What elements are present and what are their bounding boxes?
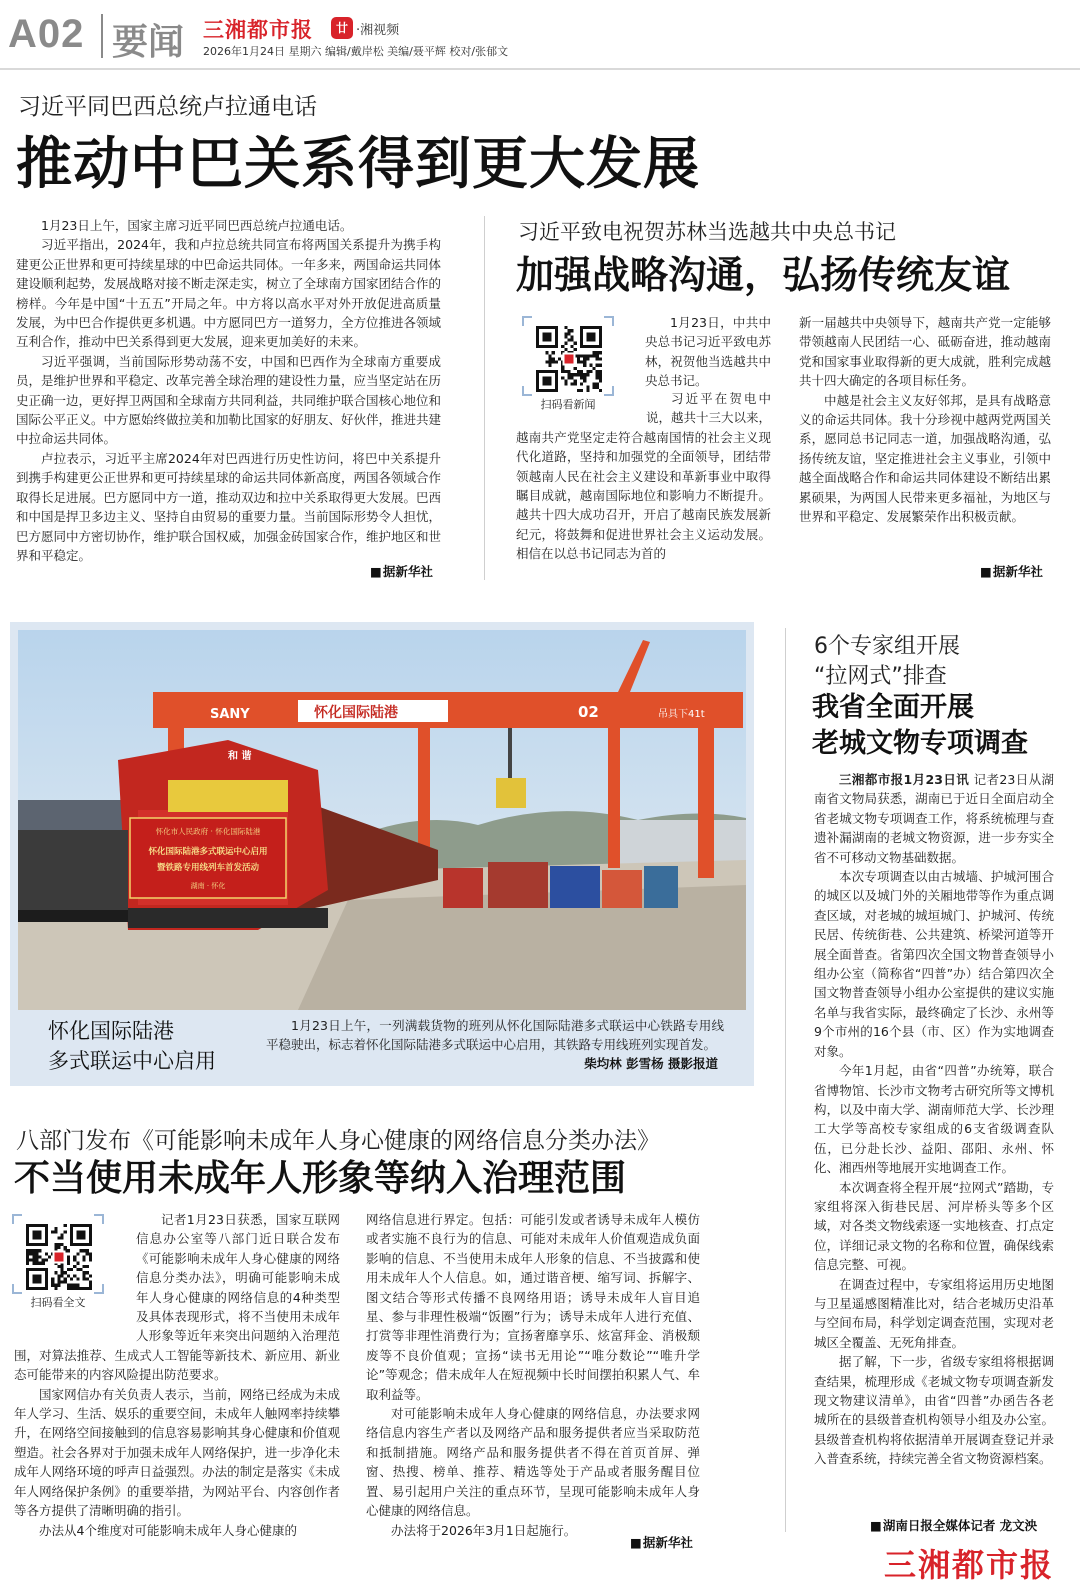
banner-top: 怀化市人民政府 · 怀化国际陆港 <box>155 827 261 836</box>
photo-caption-title-line: 怀化国际陆港 <box>48 1019 174 1043</box>
story4-body-col2 <box>366 1210 700 1540</box>
story2-kicker: 习近平致电祝贺苏林当选越共中央总书记 <box>518 220 896 244</box>
page-header <box>0 0 1080 68</box>
story1-paragraph: 习近平强调，当前国际形势动荡不安，中国和巴西作为全球南方重要成员，是维护世界和平稳定、改革完善全球治理的建设性力量，应当坚定站在历史正确一边，更好捍卫两国和全球南方共同利益，共同维护联合国核心地位和国际公平正义。中方愿始终做拉美和加勒比国家的好朋友、好伙伴，推进共建中拉命运共同体。 <box>16 353 441 447</box>
banner-line1: 怀化国际陆港多式联运中心启用 <box>148 847 268 857</box>
qr-frame-corner <box>604 316 614 326</box>
story2-paragraph: 习近平在贺电中说，越共十三大以来，越南共产党坚定走符合越南国情的社会主义现代化道路，坚持和加强党的全面领导，团结带领越南人民在社会主义建设和革新事业中取得瞩目成就，越南国际地位和影响力不断提升。越共十四大成功召开，开启了越南民族发展新纪元，将鼓舞和促进世界社会主义运动发展。相信在以总书记同志为首的 <box>516 391 771 562</box>
qr-caption: 扫码看新闻 <box>540 398 596 411</box>
story3-kicker <box>814 632 960 692</box>
story3-dateline: 三湘都市报1月23日讯 <box>839 772 970 787</box>
banner-bottom: 湖南 · 怀化 <box>190 882 226 890</box>
header-rule <box>0 68 1080 70</box>
crane-number: 02 <box>578 703 599 721</box>
issue-meta: 2026年1月24日 星期六 编辑/戴岸松 美编/聂平辉 校对/张郁文 <box>203 45 509 58</box>
story3-headline <box>812 690 1028 762</box>
column-rule <box>484 216 485 580</box>
story4-headline: 不当使用未成年人形象等纳入治理范围 <box>14 1158 627 1199</box>
story1-paragraph: 卢拉表示，习近平主席2024年对巴西进行历史性访问，将巴中关系提升到携手构建更公正世界和更可持续星球的命运共同体新高度，两国各领域合作取得长足进展。巴方愿同中方一道，推动双边和拉中关系取得更大发展。巴西和中国是捍卫多边主义、坚持自由贸易的重要力量。当前国际形势令人担忧，巴方愿同中方密切协作，维护联合国权威，加强金砖国家合作，维护地区和世界和平稳定。 <box>16 450 441 563</box>
story2-paragraph: 1月23日，中共中央总书记习近平致电苏林，祝贺他当选越共中央总书记。 <box>645 315 771 389</box>
story2-headline: 加强战略沟通，弘扬传统友谊 <box>516 253 1011 297</box>
crane-brand: SANY <box>210 707 250 722</box>
story3-paragraph: 本次专项调查以由古城墙、护城河围合的城区以及城门外的关厢地带等作为重点调查区域，对老城的城垣城门、护城河、传统民居、传统街巷、公共建筑、桥梁河道等开展全面普查。省第四次全国文物普查领导小组办公室（简称省“四普”办）结合第四次全国文物普查领导小组办公室提供的建议实施名单与我省实际，最终确定了长沙、永州等9个市州的16个县（市、区）作为实地调查对象。 <box>814 869 1054 1059</box>
story4-paragraph: 网络信息进行界定。包括：可能引发或者诱导未成年人模仿或者实施不良行为的信息、可能对未成年人价值观造成负面影响的信息、不当使用未成年人形象的信息、不当披露和使用未成年人个人信息。如，通过谐音梗、缩写词、拆解字、图文结合等形式传播不良网络用语；诱导未成年人盲目追星、参与非理性极端“饭圈”行为；诱导未成年人进行充值、打赏等非理性消费行为；宣扬奢靡享乐、炫富拜金、消极颓废等不良价值观；宣扬“读书无用论”“唯分数论”“唯升学论”等观念；借未成年人在短视频中长时间摆拍积累人气、牟取利益等。 <box>366 1212 700 1402</box>
story2-paragraph: 新一届越共中央领导下，越南共产党一定能够带领越南人民团结一心、砥砺奋进，推动越南党和国家事业取得新的更大成就，胜利完成越共十四大确定的各项目标任务。 <box>799 315 1051 389</box>
story3-paragraph: 今年1月起，由省“四普”办统筹，联合省博物馆、长沙市文物考古研究所等文博机构，以及中南大学、湖南师范大学、长沙理工大学等高校专家组成的6支省级调查队伍，已分赴长沙、益阳、邵阳、永州、怀化、湘西州等地展开实地调查工作。 <box>814 1063 1054 1176</box>
story1-body <box>16 216 441 578</box>
story3-paragraph: 本次调查将全程开展“拉网式”踏勘，专家组将深入街巷民居、河岸桥头等多个区域，对各类文物线索逐一实地核查、打点定位，详细记录文物的名称和位置，确保线索信息完整、可视。 <box>814 1179 1054 1273</box>
story3-kicker-line: 6个专家组开展 <box>814 634 960 659</box>
qr-text-wrap <box>14 1210 136 1328</box>
story3-paragraph <box>814 770 1054 867</box>
story1-paragraph: 习近平指出，2024年，我和卢拉总统共同宣布将两国关系提升为携手构建更公正世界和更可持续星球的中巴命运共同体。一年多来，两国命运共同体建设顺利起势，发展战略对接不断走深走实，树立了全球南方国家团结合作的榜样。今年是中国“十五五”开局之年。中方将以高水平对外开放促进高质量发展，为中巴合作提供更多机遇。中方愿同巴方一道努力，全方位推进各领域互利合作，推动中巴关系得到更大发展，迎来更加美好的未来。 <box>16 237 441 350</box>
qr-caption: 扫码看全文 <box>30 1296 86 1309</box>
story4-source: ■ 据新华社 <box>630 1533 693 1551</box>
header-divider <box>101 14 103 58</box>
photo-credit: 柴均林 彭雪杨 摄影报道 <box>584 1056 718 1071</box>
photo-caption-title <box>48 1016 216 1076</box>
video-app-icon: 廿 <box>331 17 353 39</box>
footer-logo: 三湘都市报 <box>884 1546 1055 1584</box>
story3-body <box>814 770 1054 1510</box>
news-photo-frame <box>10 622 754 1086</box>
story3-source: ■ 湖南日报全媒体记者 龙文泱 <box>870 1516 1037 1534</box>
story4-paragraph: 记者1月23日获悉，国家互联网信息办公室等八部门近日联合发布《可能影响未成年人身心健康的网络信息分类办法》，明确可能影响未成年人身心健康的网络信息的4种类型及具体表现形式，将不当使用未成年人形象等近年来突出问题纳入治理范围，对算法推荐、生成式人工智能等新技术、新应用、新业态可能带来的内容风险提出防范要求。 <box>14 1212 340 1383</box>
newspaper-logo: 三湘都市报 <box>203 18 313 42</box>
story3-headline-line: 老城文物专项调查 <box>812 728 1028 759</box>
story1-kicker: 习近平同巴西总统卢拉通电话 <box>18 94 317 120</box>
story4-paragraph: 国家网信办有关负责人表示，当前，网络已经成为未成年人学习、生活、娱乐的重要空间，未成年人触网率持续攀升，在网络空间接触到的信息容易影响其身心健康和价值观塑造。社会各界对于加强未成年人网络保护，进一步净化未成年人网络环境的呼声日益强烈。办法的制定是落实《未成年人网络保护条例》的重要举措，为网站平台、内容创作者等各方提供了清晰明确的指引。 <box>14 1386 340 1519</box>
photo-caption-title-line: 多式联运中心启用 <box>48 1049 216 1073</box>
crane-sign: 怀化国际陆港 <box>314 705 398 721</box>
crane-load: 吊具下41t <box>658 709 705 720</box>
story3-paragraph: 据了解，下一步，省级专家组将根据调查结果，梳理形成《老城文物专项调查新发现文物建议清单》，由省“四普”办函告各老城所在的县级普查机构领导小组及办公室。县级普查机构将依据清单开展调查登记并录入普查系统，持续完善全省文物资源档案。 <box>814 1354 1054 1467</box>
story4-body-col1 <box>14 1210 340 1550</box>
page-number: A02 <box>8 12 85 56</box>
locomotive-badge: 和 谐 <box>228 751 252 762</box>
qr-code-icon[interactable] <box>536 326 602 392</box>
freight-train-photo <box>18 630 746 1010</box>
section-name: 要闻 <box>112 22 185 63</box>
story4-paragraph: 对可能影响未成年人身心健康的网络信息，办法要求网络信息内容生产者以及网络产品和服务提供者应当采取防范和抵制措施。网络产品和服务提供者不得在首页首屏、弹窗、热搜、榜单、推荐、精选等处于产品或者服务醒目位置、易引起用户关注的重点环节，呈现可能影响未成年人身心健康的网络信息。 <box>366 1406 700 1519</box>
story1-headline: 推动中巴关系得到更大发展 <box>16 132 700 197</box>
qr-text-wrap <box>516 389 646 419</box>
story4-kicker: 八部门发布《可能影响未成年人身心健康的网络信息分类办法》 <box>16 1128 660 1154</box>
story3-paragraph: 在调查过程中，专家组将运用历史地图与卫星遥感图精准比对，结合老城历史沿革与空间布局，科学划定调查范围，实现对老城区全覆盖、无死角排查。 <box>814 1276 1054 1350</box>
story2-source: ■ 据新华社 <box>980 562 1043 580</box>
story2-body-col2 <box>799 313 1051 561</box>
story3-lead-text: 记者23日从湖南省文物局获悉，湖南已于近日全面启动全省老城文物专项调查工作，将系统梳理与查遗补漏湖南的老城文物资源，进一步夯实全省不可移动文物基础数据。 <box>814 772 1054 865</box>
story2-body-col1 <box>516 389 771 579</box>
story1-paragraph: 1月23日上午，国家主席习近平同巴西总统卢拉通电话。 <box>41 218 353 233</box>
story2-paragraph: 中越是社会主义友好邻邦，是具有战略意义的命运共同体。我十分珍视中越两党两国关系，愿同总书记同志一道，加强战略沟通，弘扬传统友谊，坚定推进社会主义事业，引领中越全面战略合作和命运共同体建设不断结出累累硕果，为两国人民带来更多福祉，为地区与世界和平稳定、发展繁荣作出积极贡献。 <box>799 392 1051 525</box>
story4-paragraph: 办法从4个维度对可能影响未成年人身心健康的 <box>39 1522 297 1538</box>
story3-headline-line: 我省全面开展 <box>812 692 974 723</box>
photo-caption-text: 1月23日上午，一列满载货物的班列从怀化国际陆港多式联运中心铁路专用线平稳驶出，标志着怀化国际陆港多式联运中心启用，其铁路专用线班列实现首发。 <box>266 1018 724 1053</box>
story1-source: ■ 据新华社 <box>370 562 433 580</box>
qr-frame-corner <box>522 316 532 326</box>
story3-kicker-line: “拉网式”排查 <box>814 664 947 689</box>
video-app-name: ·湘视频 <box>356 23 400 38</box>
column-rule <box>785 628 786 1532</box>
story4-paragraph: 办法将于2026年3月1日起施行。 <box>391 1522 577 1538</box>
banner-line2: 暨铁路专用线列车首发活动 <box>156 863 260 873</box>
